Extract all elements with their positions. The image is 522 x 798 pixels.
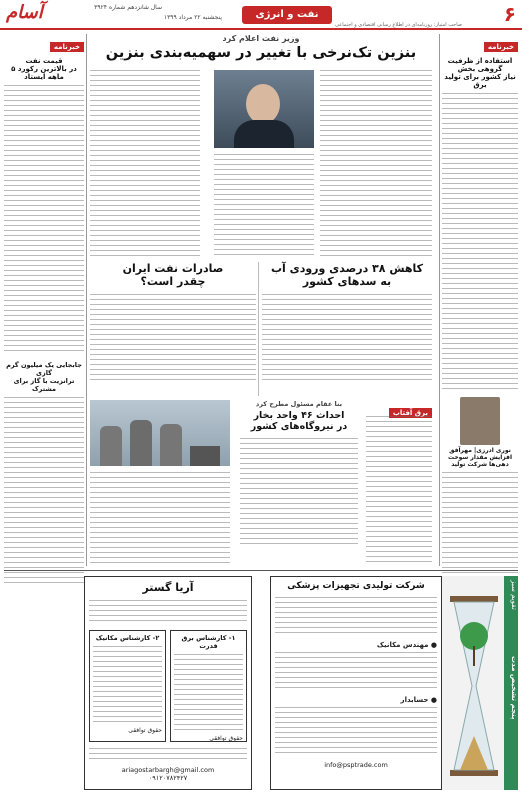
ad1-role-1-text	[275, 652, 437, 692]
ad1-role-1-label: مهندس مکانیک	[376, 641, 429, 649]
ad2-col-b-title: ۲- کارشناس مکانیک	[95, 634, 160, 642]
left-item2-title: جابجایی یک میلیون گرم گازی	[6, 361, 82, 377]
left-item2-body-text	[4, 397, 84, 587]
ad2-col-b-text	[93, 646, 162, 724]
left-column-title-2: در بالاترین رکورد ۵ ماهه ایستاد	[11, 65, 77, 81]
ad1-role-1: ● مهندس مکانیک	[376, 641, 437, 649]
ad1-role-2-label: حسابدار	[400, 696, 429, 704]
profile-tag: نوری ادرزی| مهرآفق	[449, 447, 511, 454]
power-body-middle	[240, 438, 358, 548]
power-headline: احداث ۴۶ واحد بخار	[253, 410, 345, 421]
lead-body-middle	[214, 154, 314, 256]
divider-mid	[258, 262, 259, 396]
section-title-text: نفت و انرژی	[255, 9, 319, 20]
ad1-role-2-text	[275, 707, 437, 757]
right-column-tag: خبرنامه	[484, 42, 518, 52]
hourglass-icon	[446, 596, 502, 776]
profile-title: افزایش مقدار سوخت دهی‌ها شرکت تولید	[447, 454, 513, 468]
ad1-role-2: ● حسابدار	[400, 696, 437, 704]
power-story-tag-label: برق آفتاب	[389, 408, 432, 418]
power-headline-block	[240, 400, 358, 548]
left-column	[4, 34, 84, 566]
water-story	[262, 262, 432, 396]
hourglass-ad-text: پنجم تشخیص مدت	[510, 656, 518, 720]
ad2-col-a-text	[174, 654, 243, 732]
right-column-title: استفاده از ظرفیت گروهی بخش	[447, 57, 513, 73]
divider-bottom	[4, 570, 518, 571]
tagline: صاحب امتیاز: روزنامه‌ای در اطلاع رسانی اقتصادی و اجتماعی	[335, 22, 462, 28]
power-body-right	[366, 416, 432, 566]
ad2-title: آریا گستر	[142, 581, 194, 594]
water-body-text	[262, 294, 432, 384]
hourglass-ad-text-2: تقویم سبز	[510, 580, 518, 610]
newspaper-logo: آسام	[6, 2, 43, 23]
left-column-body-text	[4, 85, 84, 355]
date-line: پنجشنبه ۲۲ مرداد ۱۳۹۹	[163, 14, 222, 21]
power-body-left	[90, 472, 230, 566]
ad1-intro-text	[275, 597, 437, 637]
left-column-title: قیمت نفت	[25, 57, 63, 65]
ad2-col-a-title: ۱- کارشناس برق قدرت	[181, 634, 236, 650]
water-headline-2: به سدهای کشور	[302, 275, 392, 288]
medical-equipment-ad	[270, 576, 442, 790]
ad2-col-a	[170, 630, 247, 742]
ad1-email[interactable]: info@psptrade.com	[324, 761, 388, 769]
power-kicker: بنا عقام مسئول مطرح کرد	[255, 400, 343, 408]
oil-export-story	[90, 262, 256, 396]
power-headline-2: در نیروگاه‌های کشور	[250, 421, 348, 432]
ad2-intro-text	[89, 600, 247, 624]
divider-left	[86, 34, 87, 566]
oil-export-headline: صادرات نفت ایران	[122, 262, 224, 275]
ad2-columns	[89, 630, 247, 742]
page-number: ۶	[503, 2, 516, 26]
left-item2-title-2: ترانزیت با گاز برای مشترک	[13, 377, 75, 393]
ad2-col-b-salary: حقوق توافقی	[128, 727, 162, 734]
lead-photo	[214, 70, 314, 148]
lead-kicker: وزیر نفت اعلام کرد	[222, 34, 300, 43]
ariagostar-ad	[84, 576, 252, 790]
right-column-title-2: نیاز کشور برای تولید برق	[444, 73, 516, 89]
lead-body-right	[320, 70, 432, 256]
power-story	[90, 400, 432, 566]
ad2-col-a-salary: حقوق توافقی	[209, 735, 243, 742]
hourglass-ad	[442, 576, 518, 790]
ad1-title: شرکت تولیدی تجهیزات پزشکی	[287, 581, 425, 591]
water-headline: کاهش ۳۸ درصدی ورودی آب	[270, 262, 424, 275]
ad2-email[interactable]: ariagostarbargh@gmail.com	[121, 766, 215, 774]
lead-headline: بنزین تک‌نرخی با تغییر در سهمیه‌بندی بنزین	[105, 45, 417, 61]
right-column	[442, 34, 518, 566]
power-plant-photo	[90, 400, 230, 466]
profile-photo	[460, 397, 500, 445]
oil-export-headline-2: چقدر است؟	[140, 275, 206, 288]
lead-story	[90, 34, 432, 258]
masthead	[0, 0, 522, 30]
ad2-col-b	[89, 630, 166, 742]
right-column-body-text	[442, 93, 518, 393]
ad2-footer-text	[89, 748, 247, 762]
section-title	[242, 6, 332, 24]
left-column-tag: خبرنامه	[50, 42, 84, 52]
issue-line: سال شانزدهم شماره ۳۹۲۴	[94, 4, 162, 11]
divider-right	[439, 34, 440, 566]
oil-export-body-text	[90, 294, 256, 384]
lead-body-left	[90, 70, 200, 256]
ad2-phone[interactable]: ۰۹۱۲۰۷۸۲۴۲۷	[148, 774, 188, 782]
